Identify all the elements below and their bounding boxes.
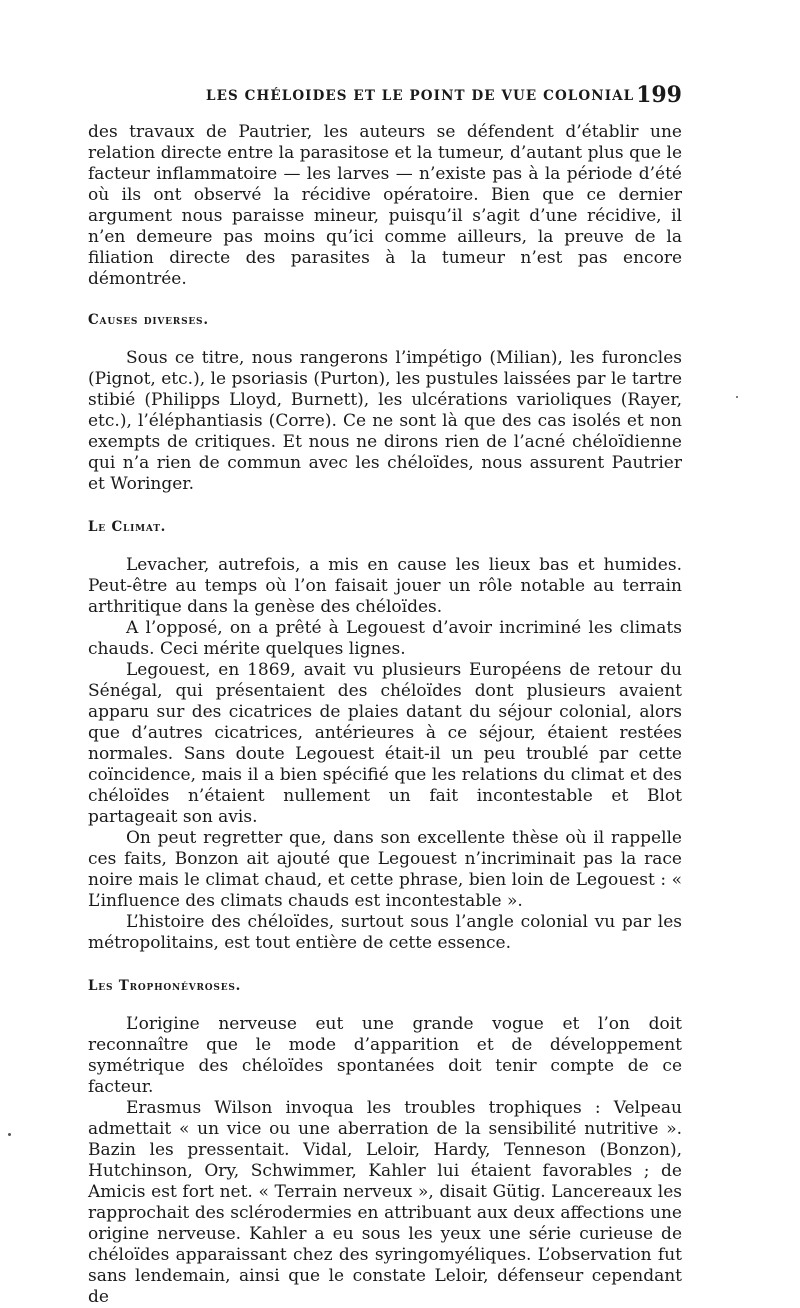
- scan-speck: [736, 396, 738, 398]
- paragraph-causes-1: Sous ce titre, nous rangerons l’impétigo (Milian), les furoncles (Pignot, etc.), le psoriasis (Purton), les pustules laissées par le tartre stibié (Philipps Lloyd, Burnett), les ulcérations varioliques (Rayer, etc.), l’éléphantiasis (Corre). Ce ne sont là que des cas isolés et non exempts de critiques. Et nous ne dirons rien de l’acné chéloïdienne qui n’a rien de commun avec les chéloïdes, nous assurent Pautrier et Woringer.: [88, 348, 682, 494]
- running-head: [88, 80, 682, 108]
- paragraph-climat-1: Levacher, autrefois, a mis en cause les lieux bas et humides. Peut-être au temps où l’on faisait jouer un rôle notable au terrain arthritique dans la genèse des chéloïdes.: [88, 555, 682, 617]
- scan-speck: [8, 1133, 11, 1136]
- paragraph-climat-3: Legouest, en 1869, avait vu plusieurs Européens de retour du Sénégal, qui présentaient des chéloïdes dont plusieurs avaient apparu sur des cicatrices de plaies datant du séjour colonial, alors que d’autres cicatrices, antérieures à ce séjour, étaient restées normales. Sans doute Legouest était-il un peu troublé par cette coïncidence, mais il a bien spécifié que les relations du climat et des chéloïdes n’étaient nullement un fait incontestable et Blot partageait son avis.: [88, 660, 682, 827]
- paragraph-continued: des travaux de Pautrier, les auteurs se défendent d’établir une relation directe entre la parasitose et la tumeur, d’autant plus que le facteur inflammatoire — les larves — n’existe pas à la période d’été où ils ont observé la récidive opératoire. Bien que ce dernier argument nous paraisse mineur, puisqu’il s’agit d’une récidive, il n’en demeure pas moins qu’ici comme ailleurs, la preuve de la filiation directe des parasites à la tumeur n’est pas encore démontrée.: [88, 122, 682, 289]
- page-number: 199: [636, 82, 682, 108]
- running-title: LES CHÉLOIDES ET LE POINT DE VUE COLONIAL: [206, 88, 635, 104]
- paragraph-tropho-2: Erasmus Wilson invoqua les troubles trophiques : Velpeau admettait « un vice ou une aberration de la sensibilité nutritive ». Bazin les pressentait. Vidal, Leloir, Hardy, Tenneson (Bonzon), Hutchinson, Ory, Schwimmer, Kahler lui étaient favorables ; de Amicis est fort net. « Terrain nerveux », disait Gütig. Lancereaux les rapprochait des sclérodermies en attribuant aux deux affections une origine nerveuse. Kahler a eu sous les yeux une série curieuse de chéloïdes apparaissant chez des syringomyéliques. L’observation fut sans lendemain, ainsi que le constate Leloir, défenseur cependant de: [88, 1098, 682, 1307]
- page: [88, 80, 682, 1308]
- paragraph-climat-2: A l’opposé, on a prêté à Legouest d’avoir incriminé les climats chauds. Ceci mérite quelques lignes.: [88, 618, 682, 659]
- section-heading-trophonevroses: Les Trophonévroses.: [88, 978, 242, 994]
- paragraph-climat-5: L’histoire des chéloïdes, surtout sous l’angle colonial vu par les métropolitains, est tout entière de cette essence.: [88, 912, 682, 953]
- section-heading-causes-diverses: Causes diverses.: [88, 312, 209, 328]
- paragraph-tropho-1: L’origine nerveuse eut une grande vogue et l’on doit reconnaître que le mode d’apparition et de développement symétrique des chéloïdes spontanées doit tenir compte de ce facteur.: [88, 1014, 682, 1097]
- section-heading-climat: Le Climat.: [88, 519, 167, 535]
- paragraph-climat-4: On peut regretter que, dans son excellente thèse où il rappelle ces faits, Bonzon ait ajouté que Legouest n’incriminait pas la race noire mais le climat chaud, et cette phrase, bien loin de Legouest : « L’influence des climats chauds est incontestable ».: [88, 828, 682, 911]
